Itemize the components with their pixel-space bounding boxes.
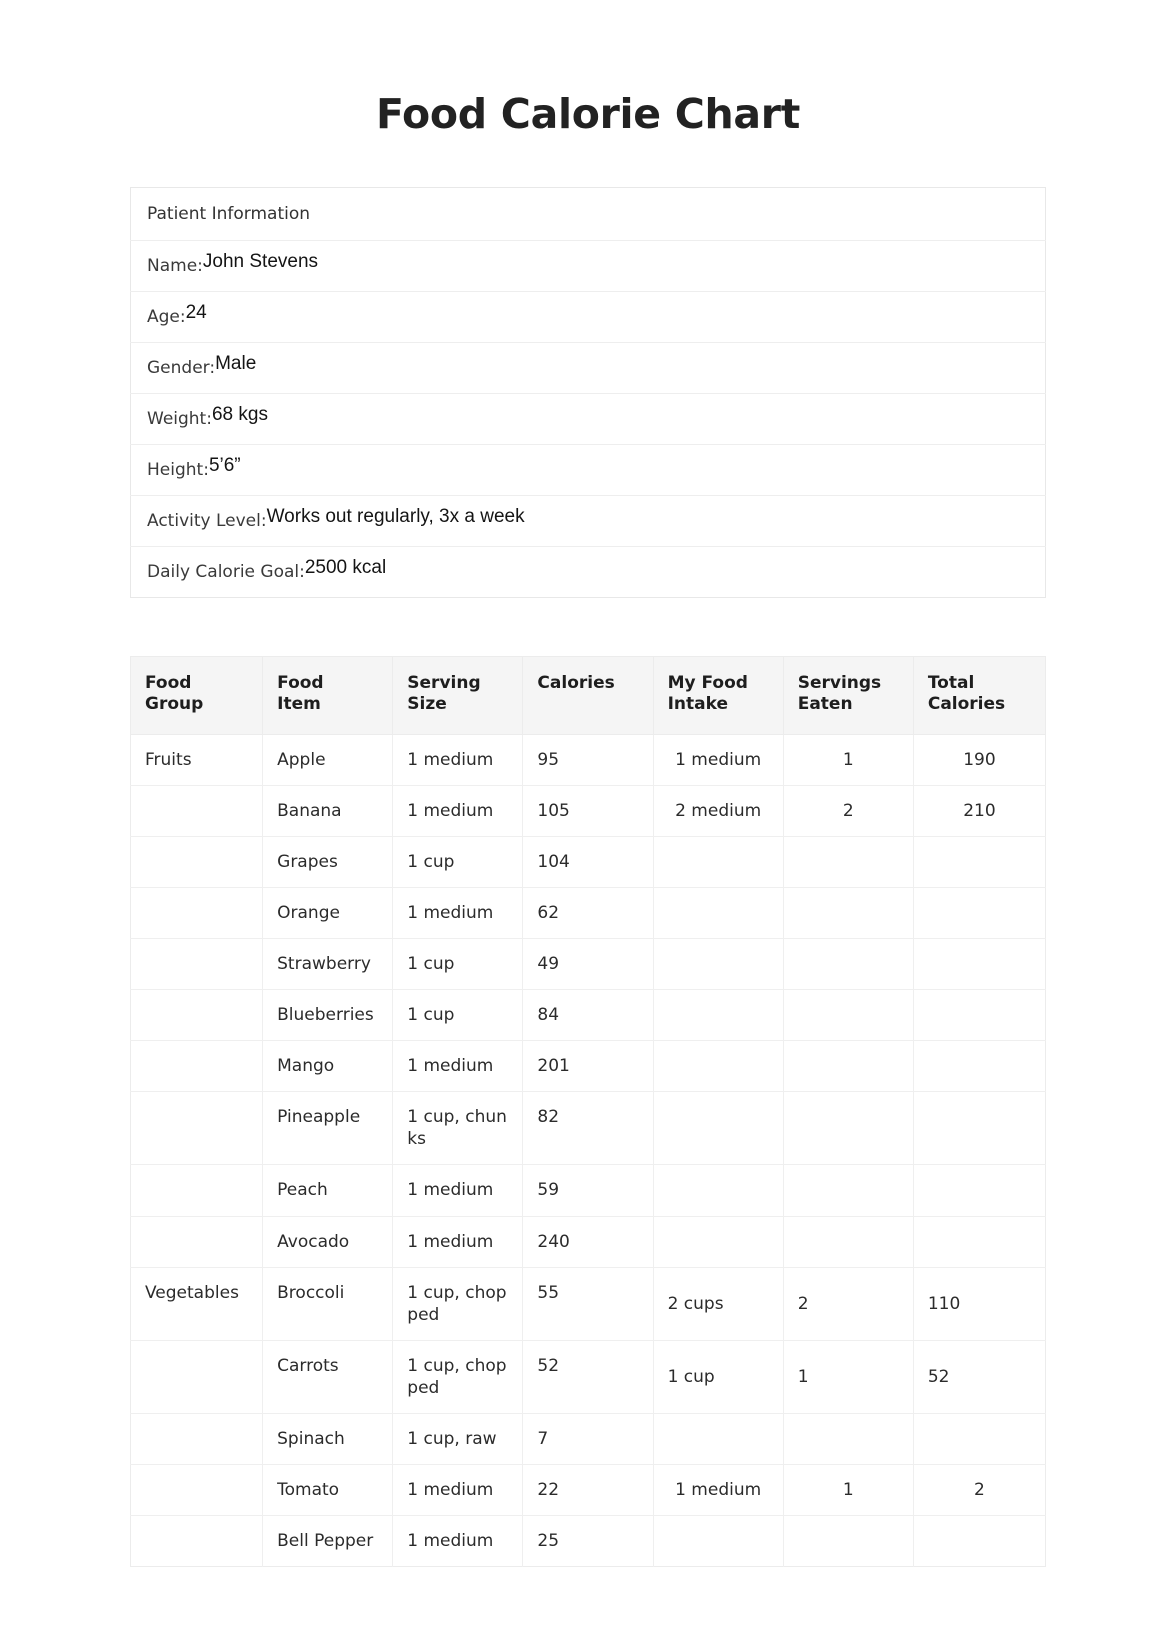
cell-serving-size: 1 cup, chunks: [393, 1092, 523, 1165]
column-header-line2: Size: [407, 694, 447, 715]
table-row: [131, 1340, 1046, 1413]
cell-serving-size: 1 medium: [393, 1165, 523, 1216]
cell-calories: 7: [523, 1414, 653, 1465]
cell-servings-eaten[interactable]: 1: [783, 734, 913, 785]
column-header-total-calories: [913, 657, 1045, 735]
cell-my-food-intake[interactable]: [653, 938, 783, 989]
cell-calories: 82: [523, 1092, 653, 1165]
cell-food-item: Broccoli: [263, 1267, 393, 1340]
cell-total-calories[interactable]: [913, 1414, 1045, 1465]
cell-food-group: [131, 1414, 263, 1465]
table-row: [131, 1465, 1046, 1516]
patient-field-value-weight[interactable]: 68 kgs: [211, 404, 268, 426]
column-header-line2: Intake: [667, 694, 728, 715]
cell-calories: 55: [523, 1267, 653, 1340]
page-title: Food Calorie Chart: [376, 90, 800, 138]
cell-food-group: [131, 1465, 263, 1516]
cell-total-calories[interactable]: [913, 938, 1045, 989]
table-row: [131, 1516, 1046, 1567]
table-row: [131, 836, 1046, 887]
patient-field-label-name: Name:: [147, 256, 203, 277]
cell-servings-eaten[interactable]: [783, 1041, 913, 1092]
cell-my-food-intake[interactable]: 1 cup: [653, 1340, 783, 1413]
cell-calories: 104: [523, 836, 653, 887]
cell-food-item: Carrots: [263, 1340, 393, 1413]
column-header-line1: Serving: [407, 673, 481, 694]
column-header-line1: Calories: [537, 673, 615, 694]
table-row: [131, 1092, 1046, 1165]
cell-serving-size: 1 medium: [393, 887, 523, 938]
patient-field-value-height[interactable]: 5’6”: [208, 455, 241, 477]
cell-food-group: [131, 1216, 263, 1267]
patient-field-value-activity-level[interactable]: Works out regularly, 3x a week: [266, 506, 525, 528]
patient-field-row-weight: [131, 394, 1046, 445]
cell-calories: 62: [523, 887, 653, 938]
cell-my-food-intake[interactable]: 1 medium: [653, 1465, 783, 1516]
patient-field-label-activity-level: Activity Level:: [147, 511, 267, 532]
column-header-line1: Servings: [797, 673, 882, 694]
cell-serving-size: 1 medium: [393, 1465, 523, 1516]
cell-serving-size: 1 cup: [393, 836, 523, 887]
cell-total-calories[interactable]: [913, 1216, 1045, 1267]
cell-servings-eaten[interactable]: 2: [783, 1267, 913, 1340]
table-row: [131, 1414, 1046, 1465]
cell-serving-size: 1 cup, chopped: [393, 1340, 523, 1413]
food-table-body: [131, 734, 1046, 1567]
cell-servings-eaten[interactable]: [783, 887, 913, 938]
cell-food-item: Banana: [263, 785, 393, 836]
cell-calories: 25: [523, 1516, 653, 1567]
patient-information-body: [131, 188, 1046, 598]
cell-food-item: Blueberries: [263, 990, 393, 1041]
cell-food-item: Tomato: [263, 1465, 393, 1516]
table-row: [131, 1216, 1046, 1267]
cell-my-food-intake[interactable]: 2 cups: [653, 1267, 783, 1340]
cell-serving-size: 1 cup: [393, 990, 523, 1041]
column-header-line2: Group: [145, 694, 204, 715]
patient-field-cell-name: [131, 241, 1046, 292]
cell-total-calories[interactable]: [913, 887, 1045, 938]
column-header-food-item: [263, 657, 393, 735]
cell-my-food-intake[interactable]: [653, 1216, 783, 1267]
cell-servings-eaten[interactable]: 2: [783, 785, 913, 836]
table-row: [131, 785, 1046, 836]
cell-food-item: Pineapple: [263, 1092, 393, 1165]
cell-total-calories[interactable]: [913, 1092, 1045, 1165]
patient-field-value-gender[interactable]: Male: [215, 353, 257, 375]
patient-field-label-height: Height:: [147, 460, 209, 481]
cell-serving-size: 1 medium: [393, 734, 523, 785]
cell-food-item: Avocado: [263, 1216, 393, 1267]
cell-total-calories[interactable]: [913, 1041, 1045, 1092]
column-header-line2: Item: [277, 694, 321, 715]
patient-field-cell-height: [131, 445, 1046, 496]
cell-food-group: [131, 1041, 263, 1092]
table-row: [131, 1267, 1046, 1340]
patient-field-cell-activity-level: [131, 496, 1046, 547]
cell-serving-size: 1 medium: [393, 785, 523, 836]
food-calorie-table: [130, 656, 1046, 1567]
cell-my-food-intake[interactable]: 1 medium: [653, 734, 783, 785]
patient-field-label-daily-calorie-goal: Daily Calorie Goal:: [147, 562, 305, 583]
cell-servings-eaten[interactable]: [783, 1216, 913, 1267]
cell-food-item: Orange: [263, 887, 393, 938]
column-header-servings-eaten: [783, 657, 913, 735]
patient-field-value-name[interactable]: John Stevens: [202, 251, 319, 273]
cell-serving-size: 1 cup, chopped: [393, 1267, 523, 1340]
cell-total-calories[interactable]: [913, 836, 1045, 887]
cell-food-item: Spinach: [263, 1414, 393, 1465]
patient-field-row-daily-calorie-goal: [131, 547, 1046, 598]
patient-information-heading-row: [131, 188, 1046, 241]
cell-serving-size: 1 medium: [393, 1216, 523, 1267]
cell-serving-size: 1 medium: [393, 1516, 523, 1567]
cell-total-calories[interactable]: [913, 990, 1045, 1041]
cell-my-food-intake[interactable]: [653, 1041, 783, 1092]
cell-calories: 49: [523, 938, 653, 989]
column-header-line2: Eaten: [797, 694, 853, 715]
cell-servings-eaten[interactable]: [783, 836, 913, 887]
cell-calories: 84: [523, 990, 653, 1041]
cell-total-calories[interactable]: 110: [913, 1267, 1045, 1340]
cell-food-item: Apple: [263, 734, 393, 785]
cell-food-item: Grapes: [263, 836, 393, 887]
cell-servings-eaten[interactable]: 1: [783, 1465, 913, 1516]
cell-food-group: [131, 1165, 263, 1216]
cell-my-food-intake[interactable]: [653, 1165, 783, 1216]
patient-field-row-activity-level: [131, 496, 1046, 547]
cell-food-group: Vegetables: [131, 1267, 263, 1340]
cell-food-group: [131, 785, 263, 836]
cell-food-item: Mango: [263, 1041, 393, 1092]
cell-calories: 95: [523, 734, 653, 785]
patient-field-label-gender: Gender:: [147, 358, 216, 379]
cell-my-food-intake[interactable]: [653, 1516, 783, 1567]
cell-food-group: [131, 887, 263, 938]
cell-servings-eaten[interactable]: 1: [783, 1340, 913, 1413]
table-row: [131, 990, 1046, 1041]
table-row: [131, 938, 1046, 989]
patient-field-cell-weight: [131, 394, 1046, 445]
table-row: [131, 1041, 1046, 1092]
cell-servings-eaten[interactable]: [783, 1092, 913, 1165]
cell-food-group: [131, 938, 263, 989]
cell-calories: 59: [523, 1165, 653, 1216]
cell-total-calories[interactable]: 190: [913, 734, 1045, 785]
column-header-line1: Total: [927, 673, 975, 694]
patient-field-row-name: [131, 241, 1046, 292]
cell-servings-eaten[interactable]: [783, 938, 913, 989]
table-row: [131, 734, 1046, 785]
patient-field-cell-daily-calorie-goal: [131, 547, 1046, 598]
cell-total-calories[interactable]: 2: [913, 1465, 1045, 1516]
column-header-line1: Food: [145, 673, 192, 694]
cell-food-item: Strawberry: [263, 938, 393, 989]
cell-servings-eaten[interactable]: [783, 1516, 913, 1567]
table-row: [131, 1165, 1046, 1216]
cell-food-group: [131, 1092, 263, 1165]
cell-my-food-intake[interactable]: [653, 1414, 783, 1465]
column-header-calories: [523, 657, 653, 735]
food-table-header: [131, 657, 1046, 735]
cell-serving-size: 1 cup, raw: [393, 1414, 523, 1465]
cell-calories: 240: [523, 1216, 653, 1267]
cell-total-calories[interactable]: [913, 1165, 1045, 1216]
patient-field-label-weight: Weight:: [147, 409, 212, 430]
patient-field-row-height: [131, 445, 1046, 496]
cell-calories: 52: [523, 1340, 653, 1413]
cell-total-calories[interactable]: 210: [913, 785, 1045, 836]
cell-calories: 22: [523, 1465, 653, 1516]
column-header-serving-size: [393, 657, 523, 735]
cell-total-calories[interactable]: 52: [913, 1340, 1045, 1413]
cell-my-food-intake[interactable]: [653, 1092, 783, 1165]
cell-my-food-intake[interactable]: [653, 836, 783, 887]
cell-food-item: Bell Pepper: [263, 1516, 393, 1567]
cell-my-food-intake[interactable]: [653, 887, 783, 938]
patient-field-label-age: Age:: [147, 307, 186, 328]
column-header-food-group: [131, 657, 263, 735]
cell-food-group: Fruits: [131, 734, 263, 785]
cell-food-item: Peach: [263, 1165, 393, 1216]
column-header-my-food-intake: [653, 657, 783, 735]
patient-field-row-gender: [131, 343, 1046, 394]
cell-food-group: [131, 1340, 263, 1413]
table-row: [131, 887, 1046, 938]
cell-serving-size: 1 medium: [393, 1041, 523, 1092]
patient-field-cell-age: [131, 292, 1046, 343]
cell-food-group: [131, 836, 263, 887]
cell-servings-eaten[interactable]: [783, 1414, 913, 1465]
cell-total-calories[interactable]: [913, 1516, 1045, 1567]
column-header-line1: Food: [277, 673, 324, 694]
patient-field-row-age: [131, 292, 1046, 343]
cell-calories: 201: [523, 1041, 653, 1092]
cell-my-food-intake[interactable]: [653, 990, 783, 1041]
patient-field-value-age[interactable]: 24: [185, 302, 207, 324]
patient-field-cell-gender: [131, 343, 1046, 394]
cell-food-group: [131, 990, 263, 1041]
cell-serving-size: 1 cup: [393, 938, 523, 989]
cell-food-group: [131, 1516, 263, 1567]
food-table-header-row: [131, 657, 1046, 735]
cell-servings-eaten[interactable]: [783, 1165, 913, 1216]
patient-field-value-daily-calorie-goal[interactable]: 2500 kcal: [304, 557, 387, 579]
patient-information-heading: Patient Information: [147, 204, 311, 225]
patient-information-table: [130, 187, 1046, 598]
cell-servings-eaten[interactable]: [783, 990, 913, 1041]
cell-calories: 105: [523, 785, 653, 836]
column-header-line2: Calories: [927, 694, 1006, 715]
column-header-line1: My Food: [667, 673, 748, 694]
cell-my-food-intake[interactable]: 2 medium: [653, 785, 783, 836]
